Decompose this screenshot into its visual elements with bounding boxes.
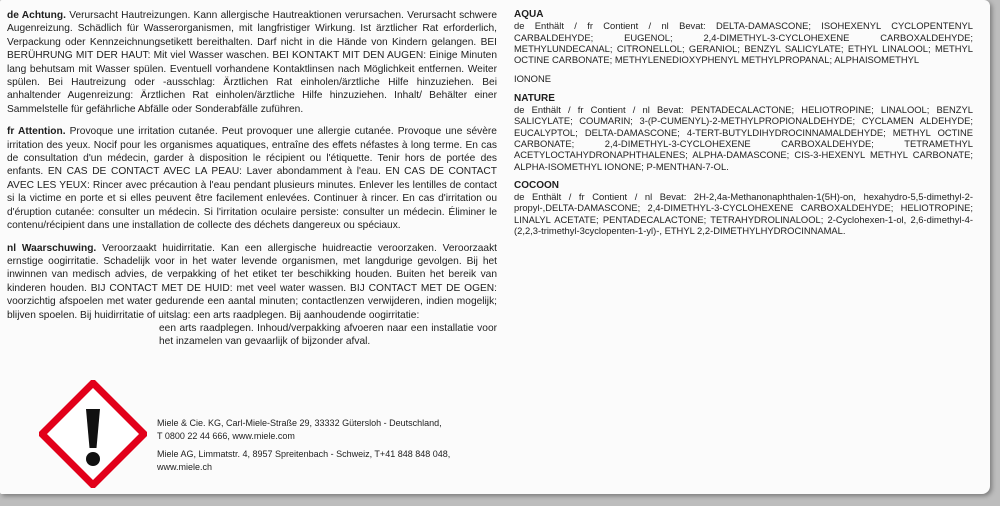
warning-heading: Achtung. — [21, 10, 66, 21]
lang-code: nl — [7, 242, 17, 254]
warning-heading: Attention. — [18, 126, 66, 138]
section-title: NATURE — [514, 92, 555, 104]
section-title: AQUA — [514, 9, 544, 20]
exclamation-hazard-icon — [39, 380, 147, 488]
ingredients-text: de Enthält / fr Contient / nl Bevat: DELTA-DAMASCONE; ISOHEXENYL CYCLOPENTENYL CARBALDEHYDE; EUGENOL; 2,4-DIMETHYL-3-CYCLOHEXENE CARBOXALDEHYDE; METHYLUNDECANAL; CITRONELLOL; GERANIOL; BENZYL SALICYLATE; ETHYL LINALOOL; METHYL OCTINE CARBONATE; METHYLENEDIOXYPHENYL METHYLPROPANAL; ALPHAISOMETHYL — [514, 20, 973, 66]
ingredients-nature — [514, 93, 973, 172]
manufacturer-address — [157, 417, 450, 479]
address-line: Miele AG, Limmatstr. 4, 8957 Spreitenbach - Schweiz, T+41 848 848 048, — [157, 449, 451, 460]
warning-fr — [7, 125, 497, 232]
lang-code: de — [7, 10, 19, 21]
ingredients-column — [514, 9, 973, 244]
address-line: www.miele.ch — [157, 461, 213, 472]
warning-text: Provoque une irritation cutanée. Peut provoquer une allergie cutanée. Provoque une sévère irritation des yeux. Nocif pour les organismes aquatiques, entraîne des effets néfastes à long terme. En cas de consultation d'un médecin, garder à disposition le récipient ou l'étiquette. Tenir hors de portée des enfants. EN CAS DE CONTACT AVEC LA PEAU: Laver abondamment à l'eau. EN CAS DE CONTACT AVEC LES YEUX: Rincer avec précaution à l'eau pendant plusieurs minutes. Enlever les lentilles de contact si la victime en porte et si elles peuvent être facilement enlevées. Continuer à rincer. En cas d'irritation ou d'éruption cutanée: consulter un médecin. Si l'irritation oculaire persiste: consulter un médecin. Éliminer le contenu/récipient dans une installation de collecte des déchets dangereux ou spéciaux. — [7, 126, 497, 232]
warning-de — [7, 9, 497, 116]
ingredients-text: de Enthält / fr Contient / nl Bevat: 2H-2,4a-Methanonaphthalen-1(5H)-on, hexahydro-5,5-dimethyl-2-propyl-,DELTA-DAMASCONE; 2,4-DIMETHYL-3-CYCLOHEXENE CARBOXALDEHYDE; HELIOTROPINE; LINALYL ACETATE; PENTADECALACTONE; TETRAHYDROLINALOOL; 2-Cyclohexen-1-ol, 2,6-dimethyl-4-(2,2,3-trimethyl-3cyclopenten-1-yl)-, ETHYL 2,2-DIMETHYLHYDROCINNAMAL. — [514, 191, 973, 237]
ingredients-text: de Enthält / fr Contient / nl Bevat: PENTADECALACTONE; HELIOTROPINE; LINALOOL; BENZYL SALICYLATE; COUMARIN; 3-(P-CUMENYL)-2-METHYLPROPIONALDEHYDE; CYCLAMEN ALDEHYDE; EUCALYPTOL; DELTA-DAMASCONE; 4-TERT-BUTYLDIHYDROCINNAMALDEHYDE; METHYL OCTINE CARBONATE; 2,4-DIMETHYL-3-CYCLOHEXENE CARBOXALDEHYDE; TETRAMETHYL ACETYLOCTAHYDRONAPHTHALENES; ALPHA-DAMASCONE; CIS-3-HEXENYL METHYL CARBONATE; ALPHA-ISOMETHYL IONONE; P-MENTHAN-7-OL. — [514, 104, 973, 172]
address-germany — [157, 417, 450, 442]
warning-nl-tail: een arts raadplegen. Inhoud/verpakking afvoeren naar een installatie voor het inzamelen van gevaarlijk of bijzonder afval. — [159, 322, 497, 348]
warning-heading: Waarschuwing. — [21, 242, 97, 254]
section-title: COCOON — [514, 179, 559, 191]
ingredients-extra: IONONE — [514, 73, 551, 85]
warning-text: Verursacht Hautreizungen. Kann allergische Hautreaktionen verursachen. Verursacht schwere Augenreizung. Schädlich für Wasserorganismen, mit langfristiger Wirkung. Ist ärztlicher Rat erforderlich, Verpackung oder Kennzeichnungsetikett bereithalten. Darf nicht in die Hände von Kindern gelangen. BEI BERÜHRUNG MIT DER HAUT: Mit viel Wasser waschen. BEI KONTAKT MIT DEN AUGEN: Einige Minuten lang behutsam mit Wasser spülen. Eventuell vorhandene Kontaktlinsen nach Möglichkeit entfernen. Weiter spülen. Bei Hautreizung oder -ausschlag: Ärztlichen Rat einholen/ärztliche Hilfe hinzuziehen. Bei anhaltender Augenreizung: Ärztlichen Rat einholen/ärztliche Hilfe hinzuziehen. Inhalt/ Behälter einer Sammelstelle für gefährliche Abfälle oder Sonderabfälle zuführen. — [7, 10, 498, 115]
warning-text: Veroorzaakt huidirritatie. Kan een allergische huidreactie veroorzaken. Veroorzaakt ernstige oogirritatie. Schadelijk voor in het water levende organismen, met langdurige gevolgen. Bij het inwinnen van medisch advies, de verpakking of het etiket ter beschikking houden. Buiten het bereik van kinderen houden. BIJ CONTACT MET DE HUID: met veel water wassen. BIJ CONTACT MET DE OGEN: voorzichtig afspoelen met water gedurende een aantal minuten; contactlenzen verwijderen, indien mogelijk; blijven spoelen. Bij huidirritatie of uitslag: een arts raadplegen. Bij aanhoudende oogirritatie: — [7, 242, 497, 321]
safety-warnings — [7, 9, 497, 349]
warning-nl — [7, 242, 497, 322]
address-switzerland — [157, 448, 450, 473]
lang-code: fr — [7, 126, 15, 138]
ingredients-cocoon — [514, 180, 973, 236]
ingredients-aqua — [514, 9, 973, 85]
address-line: T 0800 22 44 666, www.miele.com — [157, 430, 295, 441]
hazard-pictogram — [39, 380, 147, 488]
address-line: Miele & Cie. KG, Carl-Miele-Straße 29, 33332 Gütersloh - Deutschland, — [157, 418, 442, 428]
